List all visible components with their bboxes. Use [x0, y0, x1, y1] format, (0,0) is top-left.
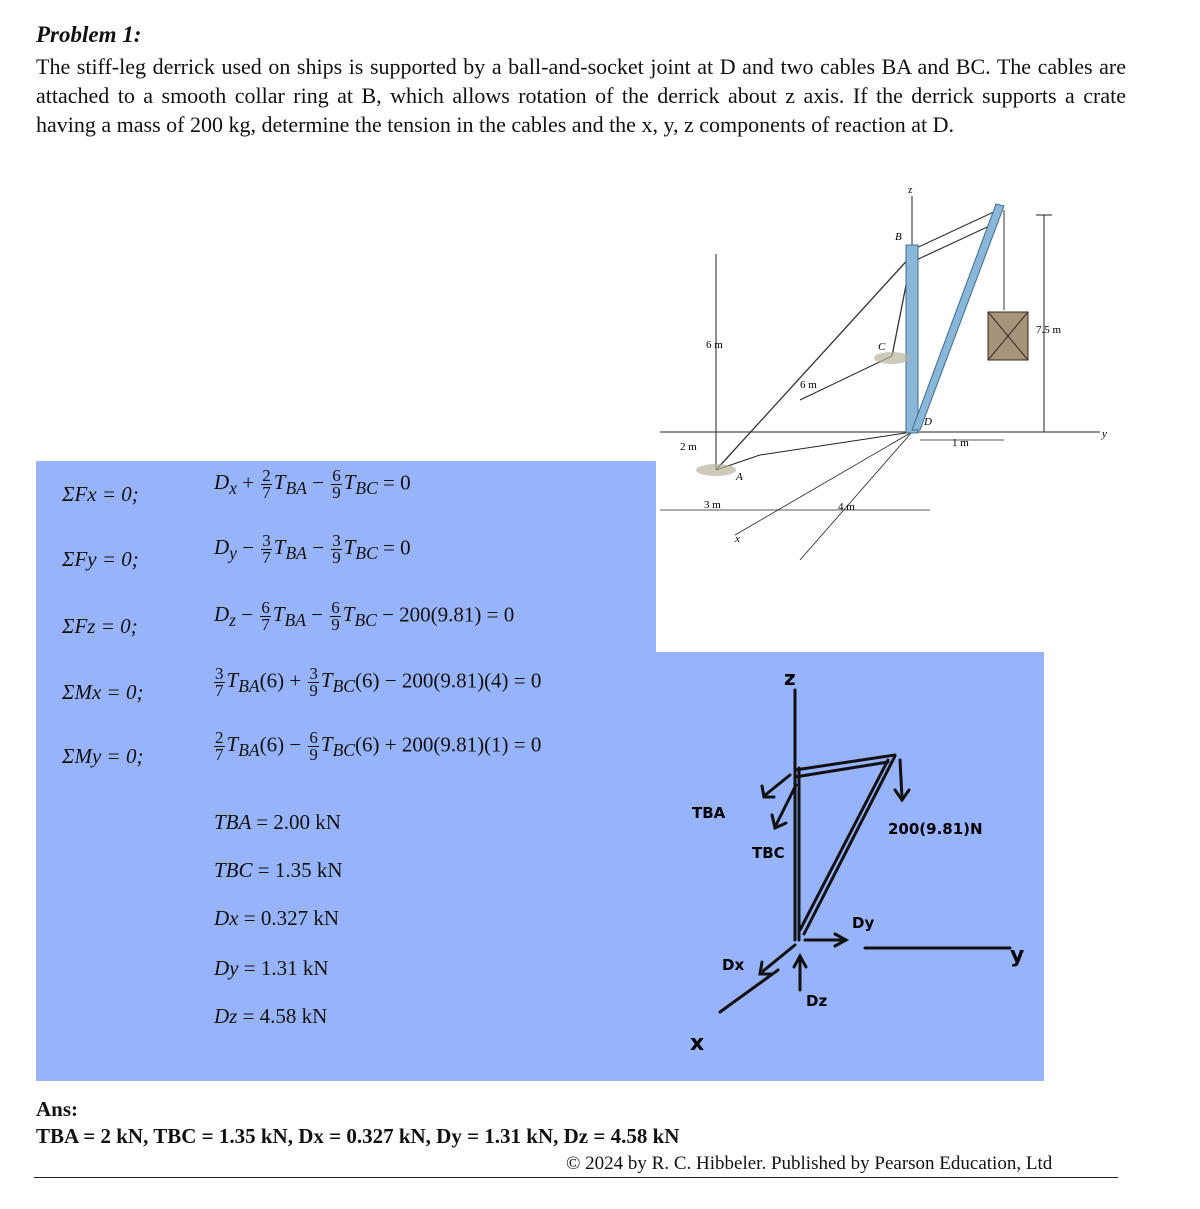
fig-a-label: A	[736, 471, 743, 483]
result-dx-value: = 0.327 kN	[243, 906, 340, 930]
bottom-rule	[34, 1177, 1118, 1178]
free-body-diagram	[660, 660, 1040, 1070]
result-dy-label: Dy	[214, 956, 239, 980]
fig-y-label: y	[1102, 428, 1107, 440]
dim-6m-b: 6 m	[800, 379, 817, 391]
fbd-z-label: z	[784, 666, 796, 690]
sum-fz-label: ΣFz = 0;	[62, 614, 138, 638]
sum-my-weight: + 200(9.81)(1) = 0	[384, 732, 542, 757]
sum-fx-equation: $D_x$ + $\frac{2}{7}$ $T_{BA}$ − $\frac{6}{9}$ $T_{BC} = 0$	[214, 466, 411, 502]
result-tbc	[214, 858, 343, 883]
fig-z-label: z	[908, 185, 913, 196]
fbd-dy-label: Dy	[852, 914, 875, 932]
fbd-x-label: x	[690, 1031, 705, 1056]
dim-7-5m: 7.5 m	[1036, 324, 1062, 336]
fbd-load-label: 200(9.81)N	[888, 820, 983, 838]
dim-1m: 1 m	[952, 437, 969, 449]
fig-b-label: B	[895, 231, 902, 243]
dim-4m: 4 m	[838, 501, 855, 513]
result-dx-label: Dx	[214, 906, 239, 930]
sum-my-label: ΣMy = 0;	[62, 744, 144, 768]
sum-fy-label: ΣFy = 0;	[62, 547, 139, 571]
result-dy	[214, 956, 329, 981]
fbd-dz-label: Dz	[806, 992, 828, 1010]
fbd-y-label: y	[1010, 943, 1025, 968]
result-tba-value: = 2.00 kN	[256, 810, 341, 834]
sum-mx-label: ΣMx = 0;	[62, 680, 144, 704]
result-dz	[214, 1004, 327, 1029]
fig-d-label: D	[924, 416, 932, 428]
problem-statement: The stiff-leg derrick used on ships is supported by a ball-and-socket joint at D and two cables BA and BC. The cables are attached to a smooth collar ring at B, which allows rotation of the derrick about z axis. If the derrick supports a crate having a mass of 200 kg, determine the tension in the cables and the x, y, z components of reaction at D.	[36, 54, 1126, 137]
sum-fz-weight: 200(9.81) = 0	[399, 602, 515, 627]
fig-x-label: x	[735, 533, 740, 545]
result-tba	[214, 810, 341, 835]
dim-6m-a: 6 m	[706, 339, 723, 351]
result-tbc-label: TBC	[214, 858, 253, 882]
result-tba-label: TBA	[214, 810, 251, 834]
answer-text: TBA = 2 kN, TBC = 1.35 kN, Dx = 0.327 kN, Dy = 1.31 kN, Dz = 4.58 kN	[36, 1124, 680, 1148]
problem-title: Problem 1:	[36, 22, 142, 47]
dim-3m: 3 m	[704, 499, 721, 511]
fig-c-label: C	[878, 341, 886, 353]
result-dy-value: = 1.31 kN	[243, 956, 329, 980]
result-dx	[214, 906, 339, 931]
result-dz-label: Dz	[214, 1004, 238, 1028]
result-tbc-value: = 1.35 kN	[257, 858, 343, 882]
fbd-tba-label: TBA	[692, 804, 726, 822]
fbd-dx-label: Dx	[722, 956, 745, 974]
derrick-figure	[650, 180, 1120, 560]
sum-my-equation: $\frac{2}{7}$ $T_{BA}(6)$ − $\frac{6}{9}$ $T_{BC}(6) + 200(9.81)(1) = 0$	[215, 728, 542, 764]
sum-mx-weight: 200(9.81)(4) = 0	[401, 668, 542, 693]
answer-heading: Ans:	[36, 1097, 79, 1121]
result-dz-value: = 4.58 kN	[242, 1004, 328, 1028]
sum-fz-equation: $D_z$ − $\frac{6}{7}$ $T_{BA}$ − $\frac{6}{9}$ $T_{BC} - 200(9.81) = 0$	[214, 598, 515, 634]
sum-fy-equation: $D_y$ − $\frac{3}{7}$ $T_{BA}$ − $\frac{3}{9}$ $T_{BC} = 0$	[214, 531, 411, 567]
sum-fx-label: ΣFx = 0;	[62, 482, 139, 506]
sum-mx-equation: $\frac{3}{7}$ $T_{BA}(6)$ + $\frac{3}{9}$ $T_{BC}(6) - 200(9.81)(4) = 0$	[215, 664, 542, 700]
dim-2m: 2 m	[680, 441, 697, 453]
fbd-tbc-label: TBC	[752, 844, 785, 862]
copyright-notice: © 2024 by R. C. Hibbeler. Published by Pearson Education, Ltd	[566, 1153, 1053, 1174]
